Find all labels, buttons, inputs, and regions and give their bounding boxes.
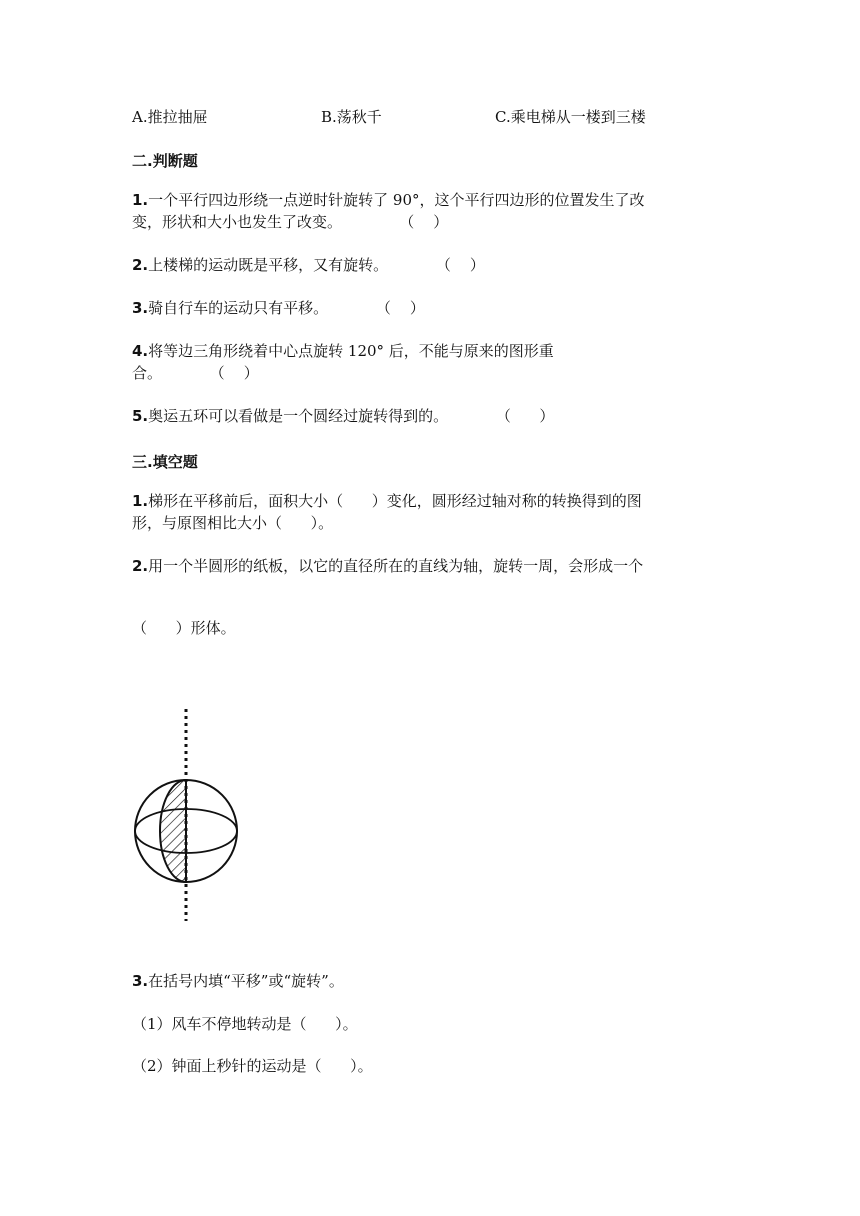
section-judgement-title: 二.判断题 <box>132 152 198 170</box>
section-fill-title: 三.填空题 <box>132 453 198 471</box>
option-b: B.荡秋千 <box>321 108 382 126</box>
item-text: 用一个半圆形的纸板，以它的直径所在的直线为轴，旋转一周，会形成一个 <box>148 557 644 575</box>
judgement-item-2 <box>132 254 485 276</box>
option-a: A.推拉抽屉 <box>132 108 208 126</box>
item-text: 将等边三角形绕着中心点旋转 120° 后，不能与原来的图形重 <box>148 342 554 360</box>
item-number: 3. <box>132 299 149 317</box>
item-number: 3. <box>132 972 149 990</box>
fill-subitem-1: （1）风车不停地转动是（ ）。 <box>132 1015 358 1033</box>
item-text: 奥运五环可以看做是一个圆经过旋转得到的。 （ ） <box>148 407 555 425</box>
fill-item-2-cont: （ ）形体。 <box>132 619 236 637</box>
fill-item-3 <box>132 970 344 992</box>
hatched-semicircle <box>160 780 186 882</box>
judgement-item-4 <box>132 340 554 362</box>
fill-item-1 <box>132 490 642 512</box>
judgement-item-1-cont: 变，形状和大小也发生了改变。 （ ） <box>132 213 449 231</box>
item-number: 5. <box>132 407 149 425</box>
fill-item-1-cont: 形，与原图相比大小（ ）。 <box>132 514 334 532</box>
item-number: 4. <box>132 342 149 360</box>
judgement-item-5 <box>132 405 554 427</box>
option-c: C.乘电梯从一楼到三楼 <box>495 108 646 126</box>
judgement-item-3 <box>132 297 425 319</box>
judgement-item-1 <box>132 189 645 211</box>
fill-subitem-2: （2）钟面上秒针的运动是（ ）。 <box>132 1057 373 1075</box>
sphere-rotation-figure <box>130 705 250 925</box>
item-text: 在括号内填“平移”或“旋转”。 <box>148 972 344 990</box>
item-text: 梯形在平移前后，面积大小（ ）变化，圆形经过轴对称的转换得到的图 <box>148 492 642 510</box>
item-text: 一个平行四边形绕一点逆时针旋转了 90°，这个平行四边形的位置发生了改 <box>148 191 645 209</box>
item-text: 上楼梯的运动既是平移，又有旋转。 （ ） <box>148 256 485 274</box>
item-number: 1. <box>132 492 149 510</box>
fill-item-2 <box>132 555 643 577</box>
item-number: 2. <box>132 256 149 274</box>
item-text: 骑自行车的运动只有平移。 （ ） <box>148 299 425 317</box>
item-number: 1. <box>132 191 149 209</box>
judgement-item-4-cont: 合。 （ ） <box>132 364 259 382</box>
item-number: 2. <box>132 557 149 575</box>
